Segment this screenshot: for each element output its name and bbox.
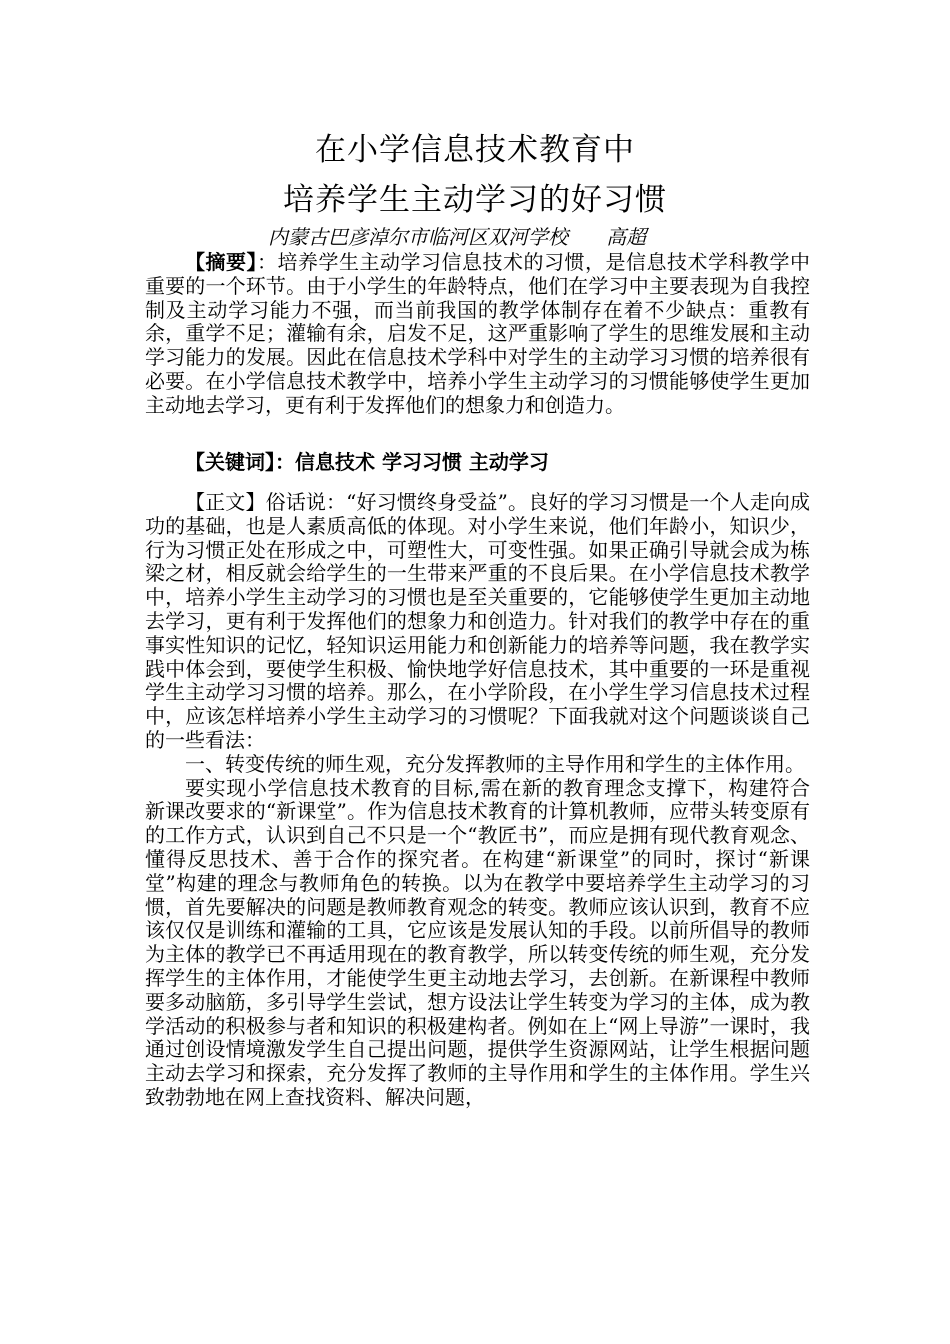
abstract-paragraph bbox=[145, 251, 810, 418]
body-paragraph-section-1: 要实现小学信息技术教育的目标,需在新的教育理念支撑下，构建符合新课改要求的“新课堂”。作为信息技术教育的计算机教师，应带头转变原有的工作方式，认识到自己不只是一个“教匠书”，而应是拥有现代教育观念、懂得反思技术、善于合作的探究者。在构建“新课堂”的同时，探讨“新课堂”构建的理念与教师角色的转换。以为在教学中要培养学生主动学习的习惯，首先要解决的问题是教师教育观念的转变。教师应该认识到，教育不应该仅仅是训练和灌输的工具，它应该是发展认知的手段。以前所倡导的教师为主体的教学已不再适用现在的教育教学，所以转变传统的师生观，充分发挥学生的主体作用，才能使学生更主动地去学习，去创新。在新课程中教师要多动脑筋，多引导学生尝试，想方设法让学生转变为学习的主体，成为教学活动的积极参与者和知识的积极建构者。例如在上“网上导游”一课时，我通过创设情境激发学生自己提出问题，提供学生资源网站，让学生根据问题主动去学习和探索，充分发挥了教师的主导作用和学生的主体作用。学生兴致勃勃地在网上查找资料、解决问题， bbox=[145, 775, 810, 1109]
keywords-label: 【关键词】 bbox=[185, 450, 275, 474]
abstract-label: 【摘要】 bbox=[185, 250, 257, 274]
keywords-line bbox=[145, 451, 810, 475]
keywords-value: 信息技术 学习习惯 主动学习 bbox=[295, 450, 549, 474]
document-title-line-1: 在小学信息技术教育中 bbox=[315, 132, 635, 168]
author-byline: 内蒙古巴彦淖尔市临河区双河学校 高超 bbox=[268, 225, 647, 249]
document-title-line-2: 培养学生主动学习的好习惯 bbox=[283, 182, 667, 218]
abstract-text: ：培养学生主动学习信息技术的习惯，是信息技术学科教学中重要的一个环节。由于小学生的年龄特点，他们在学习中主要表现为自我控制及主动学习能力不强，而当前我国的教学体制存在着不少缺点：重教有余，重学不足；灌输有余，启发不足，这严重影响了学生的思维发展和主动学习能力的发展。因此在信息技术学科中对学生的主动学习习惯的培养很有必要。在小学信息技术教学中，培养小学生主动学习的习惯能够使学生更加主动地去学习，更有利于发挥他们的想象力和创造力。 bbox=[145, 250, 810, 417]
body-text bbox=[145, 491, 810, 1110]
section-heading-1: 一、转变传统的师生观，充分发挥教师的主导作用和学生的主体作用。 bbox=[185, 751, 805, 776]
body-paragraph-intro: 【正文】俗话说：“好习惯终身受益”。良好的学习习惯是一个人走向成功的基础，也是人素质高低的体现。对小学生来说，他们年龄小，知识少，行为习惯正处在形成之中，可塑性大，可变性强。如果正确引导就会成为栋梁之材，相反就会给学生的一生带来严重的不良后果。在小学信息技术教学中，培养小学生主动学习的习惯也是至关重要的，它能够使学生更加主动地去学习，更有利于发挥他们的想象力和创造力。针对我们的教学中存在的重事实性知识的记忆，轻知识运用能力和创新能力的培养等问题，我在教学实践中体会到，要使学生积极、愉快地学好信息技术，其中重要的一环是重视学生主动学习习惯的培养。那么，在小学阶段，在小学生学习信息技术过程中，应该怎样培养小学生主动学习的习惯呢？下面我就对这个问题谈谈自己的一些看法： bbox=[145, 490, 810, 752]
keywords-separator: ： bbox=[275, 450, 295, 474]
